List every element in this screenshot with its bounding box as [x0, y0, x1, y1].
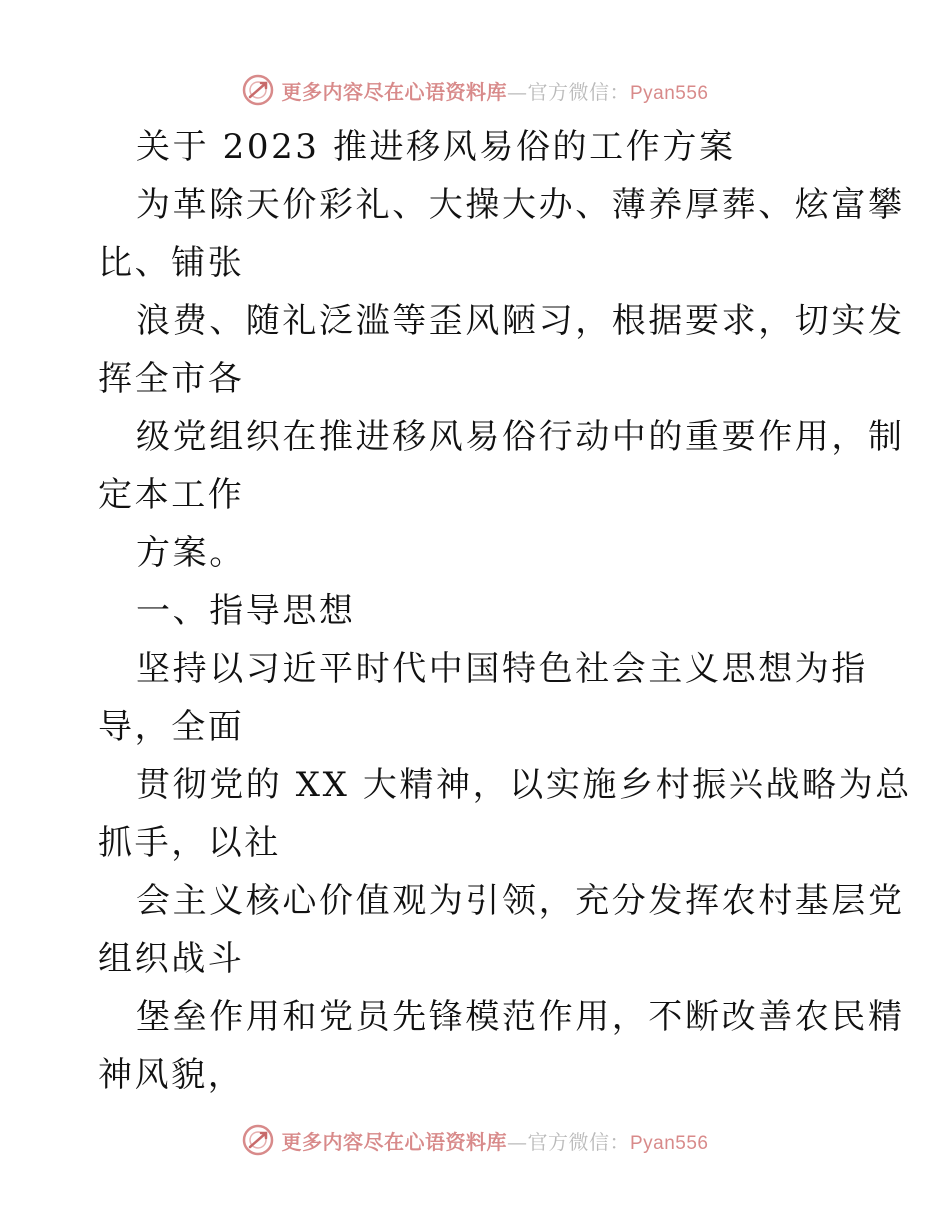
footer-label: 官方微信：	[527, 1129, 630, 1154]
seal-logo-icon	[241, 73, 275, 107]
doc-line: 坚持以习近平时代中国特色社会主义思想为指	[136, 649, 868, 689]
doc-line: 贯彻党的 XX 大精神，以实施乡村振兴战略为总	[136, 765, 912, 805]
doc-line: 挥全市各	[98, 359, 245, 399]
footer-account: Pyan556	[629, 1132, 709, 1154]
footer-text	[281, 1126, 708, 1155]
header-label: 官方微信：	[527, 79, 630, 104]
doc-line: 定本工作	[98, 475, 245, 515]
doc-title: 关于 2023 推进移风易俗的工作方案	[136, 127, 736, 167]
header-brand-text: 更多内容尽在心语资料库	[281, 79, 507, 104]
doc-line: 为革除天价彩礼、大操大办、薄养厚葬、炫富攀	[136, 185, 905, 225]
doc-line: 抓手，以社	[98, 823, 281, 863]
doc-line: 导，全面	[98, 707, 245, 747]
doc-line: 方案。	[136, 533, 246, 573]
doc-line: 会主义核心价值观为引领，充分发挥农村基层党	[136, 881, 905, 921]
header-account: Pyan556	[629, 82, 709, 104]
doc-line: 组织战斗	[98, 939, 245, 979]
footer-banner	[0, 1120, 950, 1160]
footer-brand-text: 更多内容尽在心语资料库	[281, 1129, 507, 1154]
header-text	[281, 76, 708, 105]
doc-line: 比、铺张	[98, 243, 245, 283]
doc-line: 浪费、随礼泛滥等歪风陋习，根据要求，切实发	[136, 301, 905, 341]
section-heading: 一、指导思想	[136, 591, 356, 631]
footer-separator: —	[506, 1129, 528, 1154]
doc-line: 堡垒作用和党员先锋模范作用，不断改善农民精	[136, 997, 905, 1037]
doc-line: 级党组织在推进移风易俗行动中的重要作用，制	[136, 417, 905, 457]
seal-logo-icon	[241, 1123, 275, 1157]
header-separator: —	[506, 79, 528, 104]
doc-line: 神风貌，	[98, 1055, 245, 1095]
header-banner	[0, 70, 950, 110]
